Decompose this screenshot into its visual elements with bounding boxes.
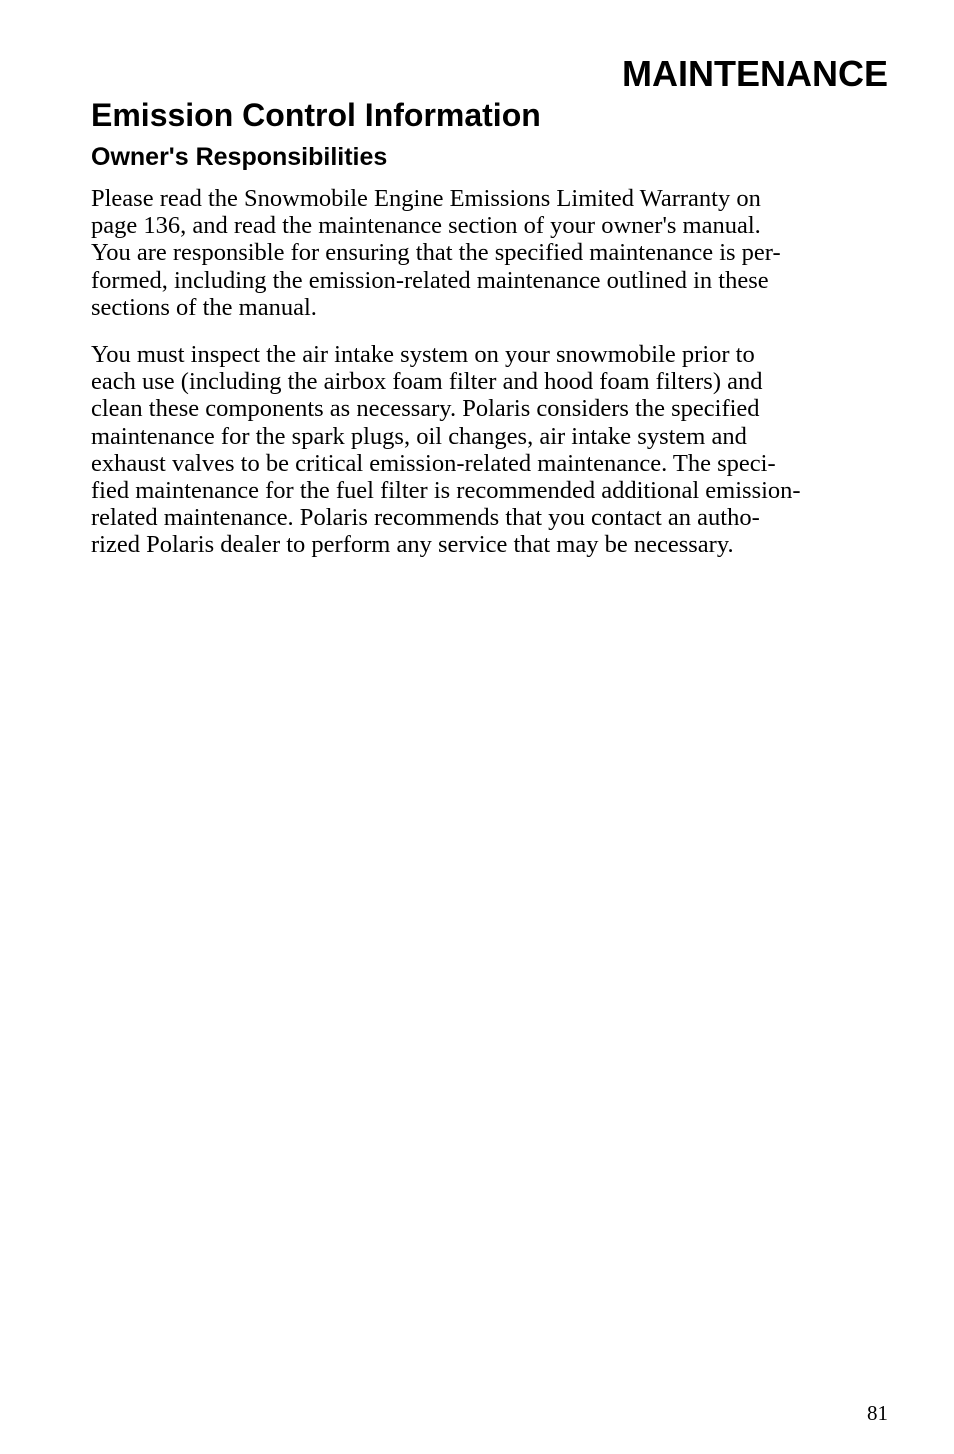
page-number: 81: [867, 1401, 888, 1425]
subsection-title: Owner's Responsibilities: [91, 143, 388, 171]
paragraph-line: rized Polaris dealer to perform any service that may be necessary.: [91, 531, 734, 559]
paragraph-line: clean these components as necessary. Polaris considers the specified: [91, 395, 760, 423]
paragraph-line: sections of the manual.: [91, 293, 317, 321]
paragraph-line: each use (including the airbox foam filter and hood foam filters) and: [91, 368, 763, 396]
paragraph-line: related maintenance. Polaris recommends that you contact an autho-: [91, 504, 760, 532]
paragraph-line: You must inspect the air intake system on your snowmobile prior to: [91, 341, 755, 369]
section-title: Emission Control Information: [91, 97, 541, 133]
paragraph-owner-responsibilities: [91, 185, 896, 321]
chapter-title: MAINTENANCE: [622, 53, 888, 94]
paragraph-line: maintenance for the spark plugs, oil changes, air intake system and: [91, 422, 747, 450]
paragraph-air-intake-inspection: [91, 341, 896, 559]
paragraph-line: You are responsible for ensuring that the specified maintenance is per-: [91, 239, 781, 267]
paragraph-line: formed, including the emission-related maintenance outlined in these: [91, 266, 769, 294]
paragraph-line: fied maintenance for the fuel filter is recommended additional emission-: [91, 477, 801, 505]
page-content: [91, 96, 896, 559]
paragraph-line: page 136, and read the maintenance section of your owner's manual.: [91, 212, 761, 240]
paragraph-line: exhaust valves to be critical emission-related maintenance. The speci-: [91, 449, 776, 477]
paragraph-line: Please read the Snowmobile Engine Emissions Limited Warranty on: [91, 185, 761, 212]
